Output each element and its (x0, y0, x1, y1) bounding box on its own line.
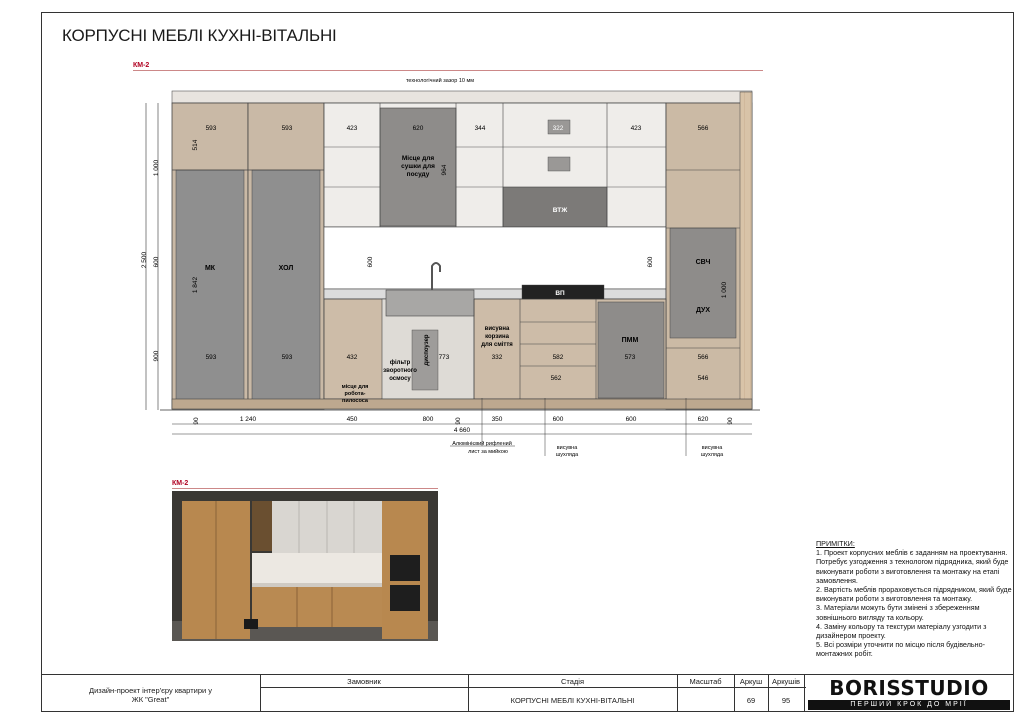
dim-546: 546 (697, 375, 709, 382)
dim-600-b: 600 (625, 416, 637, 423)
dim-90-c: 90 (727, 417, 734, 425)
dim-v-1000: 1 000 (721, 281, 728, 299)
sheet-name: КОРПУСНІ МЕБЛІ КУХНІ-ВІТАЛЬНІ (510, 696, 635, 705)
dim-90-b: 90 (455, 417, 462, 425)
height-2500: 2 500 (141, 251, 148, 269)
label-vtzh: ВТЖ (552, 207, 568, 214)
sheet-label: Аркуш (739, 677, 763, 686)
dim-top-423-b: 423 (630, 125, 642, 132)
project-name-1: Дизайн-проект інтер'єру квартири у (88, 686, 213, 695)
dim-top-593-a: 593 (205, 125, 217, 132)
dim-600-a: 600 (552, 416, 564, 423)
backsplash (324, 227, 666, 289)
dim-bot-332: 332 (491, 354, 503, 361)
note-item: 2. Вартість меблів прораховується підрядником, який буде виконувати роботи з виготовлення та монтажу. (816, 585, 1012, 604)
sink (386, 290, 474, 316)
callout-aluminium-1: Алюмінієвий рифлений (452, 441, 512, 447)
height-900: 900 (153, 350, 160, 362)
label-trash-2: корзина (485, 334, 509, 340)
label-robot-3: пилососа (342, 398, 368, 404)
note-item: 1. Проект корпусних меблів є заданням на проектування. Потребує узгодження з технологом підрядника, який буде виконувати роботи з виготовлення та монтажу на етапі замовлення. (816, 548, 1009, 585)
studio-logo (806, 676, 1012, 710)
dim-bot-582: 582 (552, 354, 564, 361)
dim-bot-566: 566 (697, 354, 709, 361)
note-item: 4. Заміну кольору та текстури матеріалу узгодити з дизайнером проекту. (816, 621, 987, 641)
dim-bot-432: 432 (346, 354, 358, 361)
label-filter-1: фільтр (389, 360, 411, 366)
dim-90-a: 90 (193, 417, 200, 425)
dim-top-322: 322 (552, 125, 564, 132)
callout-drawer2-1: висувна (701, 445, 723, 451)
note-item: 3. Матеріали можуть бути змінені з збереженням зовнішнього вигляду та кольору. (816, 603, 980, 622)
callout-aluminium-2: лист за мийкою (468, 449, 508, 455)
dim-1240: 1 240 (239, 416, 257, 423)
project-name-2: ЖК "Great" (131, 695, 170, 704)
dim-800: 800 (422, 416, 434, 423)
plinth (172, 399, 752, 409)
dim-v-600-a: 600 (367, 256, 374, 268)
scale-label: Масштаб (689, 677, 722, 686)
dim-562: 562 (550, 375, 562, 382)
label-dispenser: диспоузер (424, 334, 430, 366)
photo-label-line (172, 488, 438, 489)
dim-bot-573: 573 (624, 354, 636, 361)
label-mk: МК (204, 265, 216, 272)
dim-bot-593-a: 593 (205, 354, 217, 361)
customer-label: Замовник (347, 677, 381, 686)
top-band (172, 91, 752, 103)
dim-bot-593-b: 593 (281, 354, 293, 361)
dim-top-620: 620 (412, 125, 424, 132)
page-title: КОРПУСНІ МЕБЛІ КУХНІ-ВІТАЛЬНІ (62, 26, 337, 45)
sheets-label: Аркушів (772, 677, 800, 686)
label-duh: ДУХ (695, 307, 711, 314)
label-pmm: ПММ (621, 337, 639, 344)
callout-drawer1-2: шухляда (555, 452, 579, 458)
upper-cabinets (324, 103, 666, 227)
stage-label: Стадія (560, 677, 585, 686)
height-600: 600 (153, 256, 160, 268)
dim-v-514: 514 (192, 139, 199, 151)
dim-v-600-b: 600 (647, 256, 654, 268)
callout-drawer1-1: висувна (556, 445, 578, 451)
dim-350: 350 (491, 416, 503, 423)
dim-top-344: 344 (474, 125, 486, 132)
dim-top-593-b: 593 (281, 125, 293, 132)
label-filter-2: зворотного (383, 368, 417, 374)
label-dishes-2: сушки для (401, 163, 435, 170)
note-item: 5. Всі розміри уточнити по місцю після будівельно-монтажних робіт. (816, 640, 985, 659)
drawing-label: КМ-2 (133, 62, 150, 69)
notes-heading: ПРИМІТКИ: (816, 539, 855, 548)
kitchen-render-photo (172, 491, 438, 641)
dim-v-1842: 1 842 (192, 276, 199, 294)
top-note: технологічний зазор 10 мм (405, 78, 475, 84)
label-trash-1: висувна (484, 326, 510, 332)
logo-tagline: ПЕРШИЙ КРОК ДО МРІЇ (808, 700, 1010, 710)
logo-name: BORISSTUDIO (829, 676, 989, 700)
dim-620: 620 (697, 416, 709, 423)
label-svch: СВЧ (695, 259, 711, 266)
dim-top-423-a: 423 (346, 125, 358, 132)
label-hol: ХОЛ (278, 265, 294, 272)
dim-top-566: 566 (697, 125, 709, 132)
countertop (324, 289, 666, 299)
label-vp: ВП (555, 290, 565, 297)
photo-label: КМ-2 (172, 480, 189, 487)
dim-v-964: 964 (441, 164, 448, 176)
height-1000: 1 000 (153, 159, 160, 177)
dim-total: 4 660 (453, 427, 471, 434)
sheet-number: 69 (746, 696, 756, 705)
dim-450: 450 (346, 416, 358, 423)
label-dishes-1: Місце для (401, 155, 435, 162)
label-robot-1: місце для (341, 384, 369, 390)
label-robot-2: робота- (344, 391, 366, 397)
callout-drawer2-2: шухляда (700, 452, 724, 458)
sheets-number: 95 (781, 696, 791, 705)
notes-block (816, 539, 1012, 659)
dim-bot-773: 773 (438, 354, 450, 361)
label-filter-3: осмосу (389, 376, 411, 382)
label-trash-3: для сміття (481, 342, 513, 348)
label-dishes-3: посуду (406, 171, 430, 178)
